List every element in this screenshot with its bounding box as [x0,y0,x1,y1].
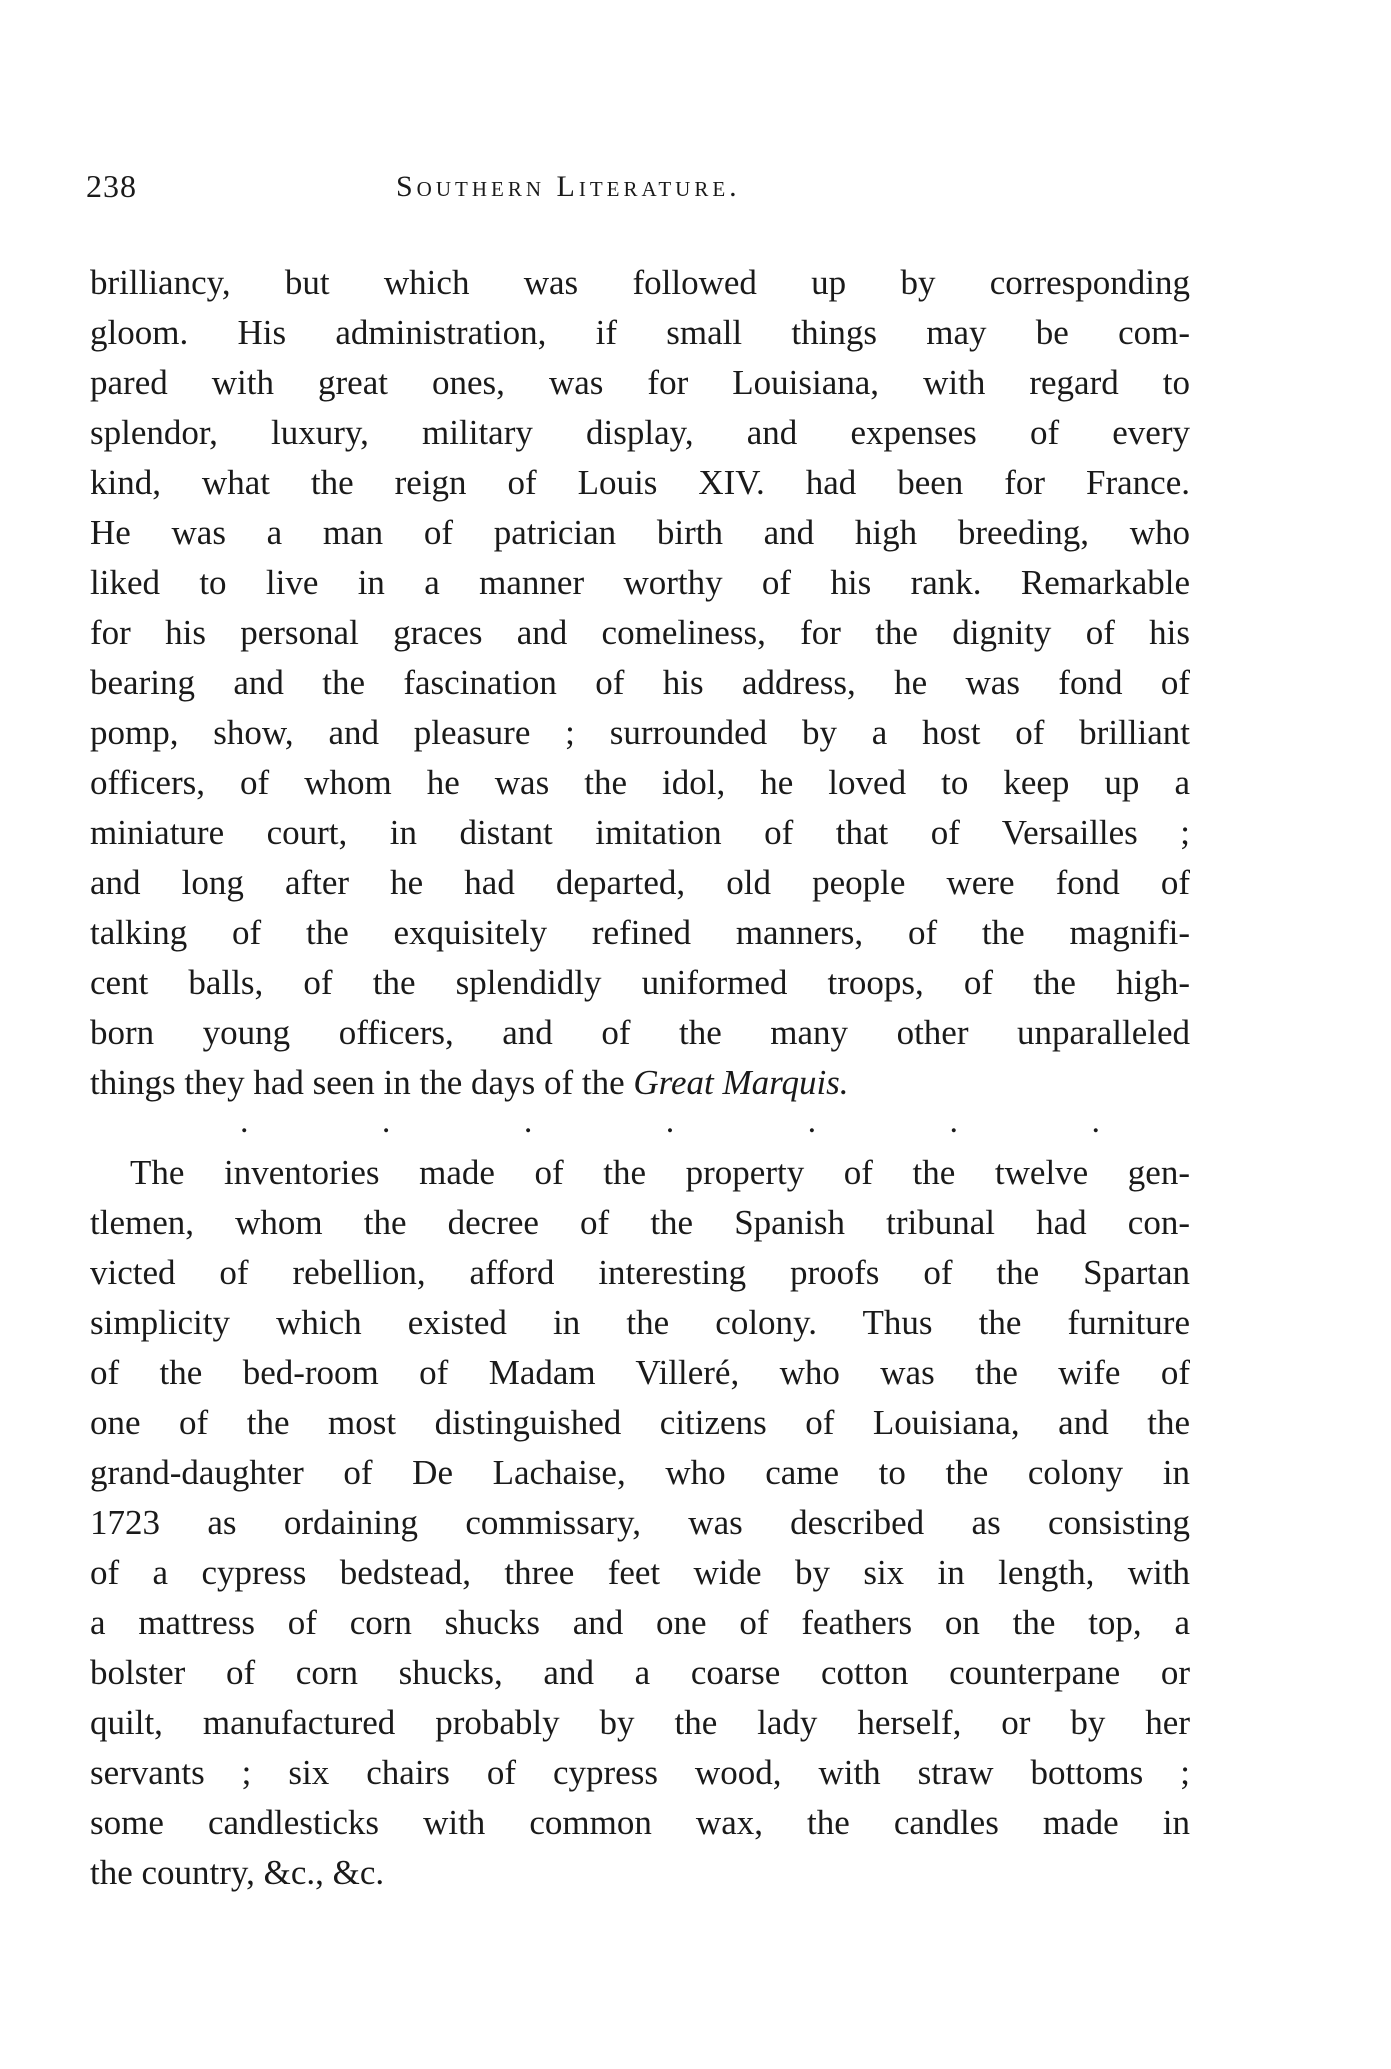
text-line: splendor, luxury, military display, and expenses of every [90,413,1190,452]
ellipsis-dot: . [807,1103,817,1140]
text-line: miniature court, in distant imitation of that of Versailles ; [90,813,1190,852]
text-line: talking of the exquisitely refined manners, of the magnifi- [90,913,1190,952]
text-line: brilliancy, but which was followed up by corresponding [90,263,1190,302]
text-line: kind, what the reign of Louis XIV. had been for France. [90,463,1190,502]
text-line: born young officers, and of the many other unparalleled [90,1013,1190,1052]
text-line: He was a man of patrician birth and high breeding, who [90,513,1190,552]
text-line: liked to live in a manner worthy of his rank. Remarkable [90,563,1190,602]
last-line-text: things they had seen in the days of the [90,1063,634,1102]
text-line: one of the most distinguished citizens of Louisiana, and the [90,1403,1190,1442]
text-line-last: the country, &c., &c. [90,1853,385,1892]
ellipsis-dot: . [381,1103,391,1140]
body-text [90,258,1190,1898]
text-line: tlemen, whom the decree of the Spanish tribunal had con- [90,1203,1190,1242]
paragraph-1 [90,258,1190,1108]
text-line-last [90,1058,1190,1108]
ellipsis-dot: . [523,1103,533,1140]
page-header [86,168,1186,218]
ellipsis-dot: . [665,1103,675,1140]
text-line: bolster of corn shucks, and a coarse cotton counterpane or [90,1653,1190,1692]
running-head: Southern Literature. [396,170,741,203]
text-line: pared with great ones, was for Louisiana, with regard to [90,363,1190,402]
text-line: cent balls, of the splendidly uniformed troops, of the high- [90,963,1190,1002]
text-line: gloom. His administration, if small things may be com- [90,313,1190,352]
ellipsis-dot: . [240,1103,249,1140]
text-line: victed of rebellion, afford interesting proofs of the Spartan [90,1253,1190,1292]
text-line: The inventories made of the property of the twelve gen- [130,1153,1190,1192]
ellipsis-dot: . [1091,1103,1100,1140]
ellipsis-dot: . [949,1103,959,1140]
italic-title: Great Marquis. [633,1063,849,1102]
text-line: officers, of whom he was the idol, he loved to keep up a [90,763,1190,802]
text-line: of a cypress bedstead, three feet wide by six in length, with [90,1553,1190,1592]
page-number: 238 [86,168,137,204]
text-line: of the bed-room of Madam Villeré, who was the wife of [90,1353,1190,1392]
text-line: for his personal graces and comeliness, for the dignity of his [90,613,1190,652]
text-line: and long after he had departed, old people were fond of [90,863,1190,902]
text-line: pomp, show, and pleasure ; surrounded by a host of brilliant [90,713,1190,752]
text-line: some candlesticks with common wax, the candles made in [90,1803,1190,1842]
text-line: 1723 as ordaining commissary, was described as consisting [90,1503,1190,1542]
text-line: grand-daughter of De Lachaise, who came to the colony in [90,1453,1190,1492]
text-line: quilt, manufactured probably by the lady herself, or by her [90,1703,1190,1742]
text-line: bearing and the fascination of his address, he was fond of [90,663,1190,702]
paragraph-2 [90,1148,1190,1898]
ellipsis-separator [240,1103,1100,1148]
text-line: servants ; six chairs of cypress wood, with straw bottoms ; [90,1753,1190,1792]
text-line: a mattress of corn shucks and one of feathers on the top, a [90,1603,1190,1642]
text-line: simplicity which existed in the colony. Thus the furniture [90,1303,1190,1342]
